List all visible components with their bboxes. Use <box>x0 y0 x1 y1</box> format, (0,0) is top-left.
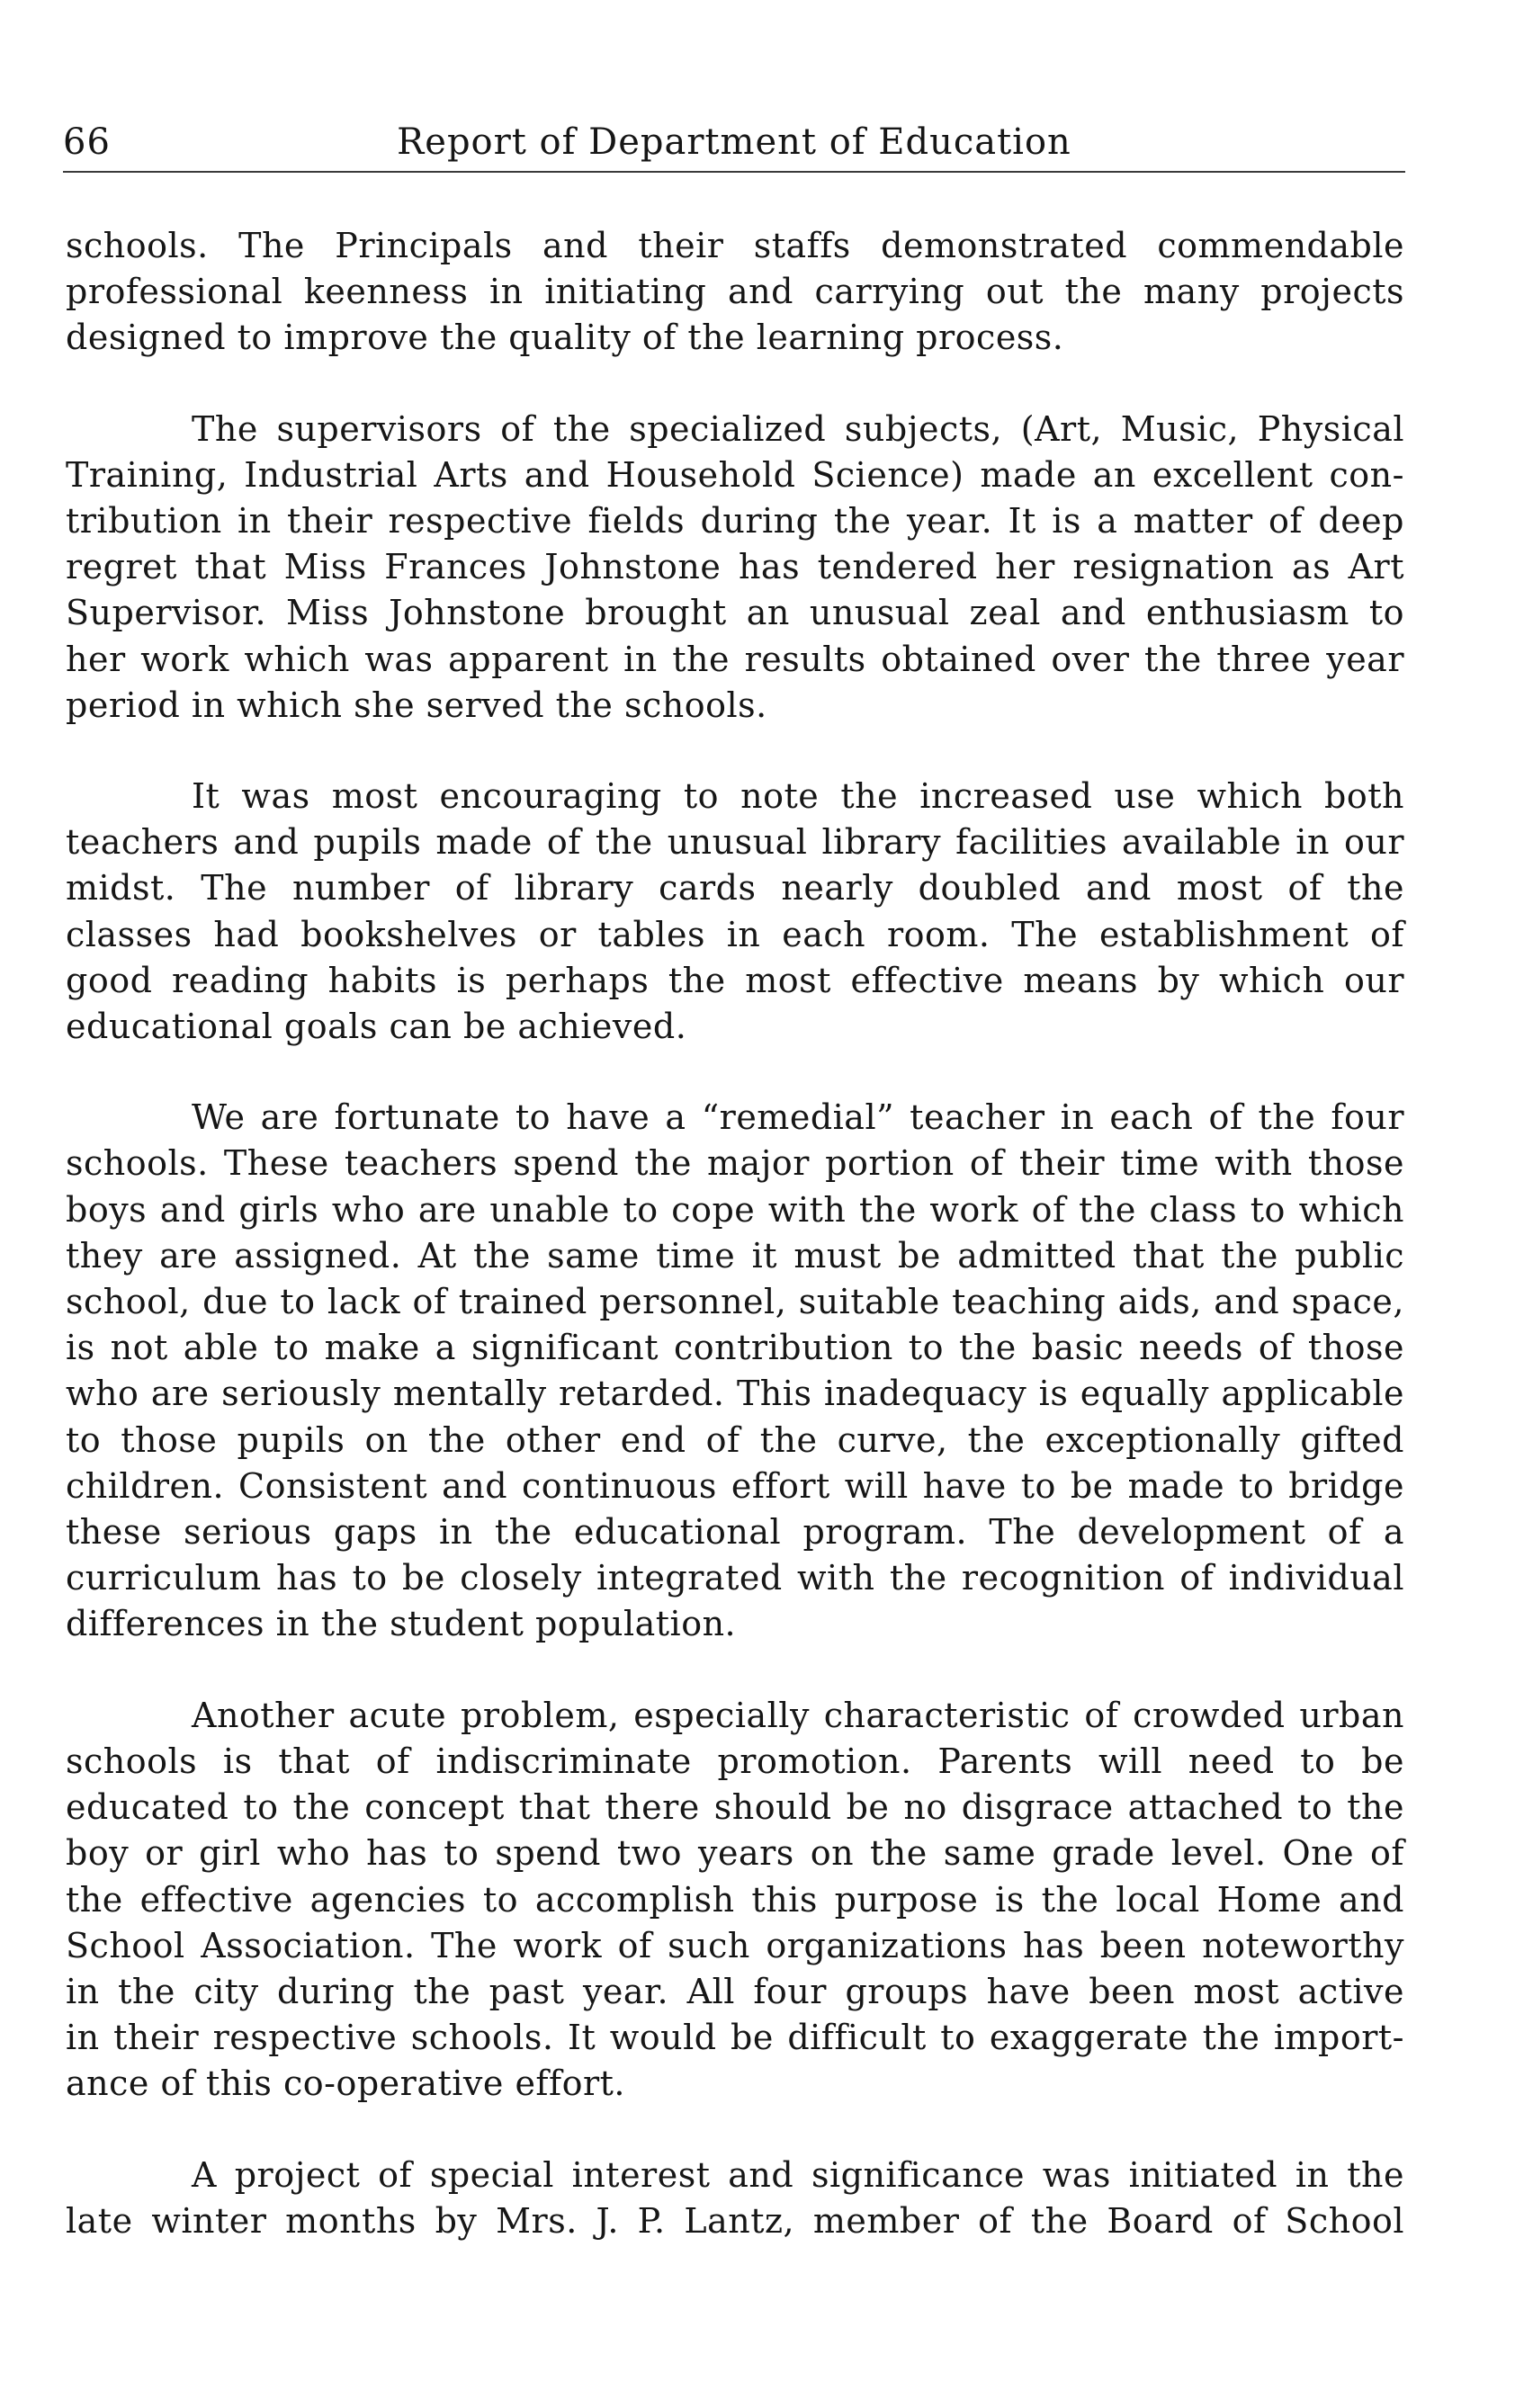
text-line: who are seriously mentally retarded. This inadequacy is equally applicable <box>66 1374 1404 1414</box>
text-line: to those pupils on the other end of the curve, the exceptionally gifted <box>66 1419 1404 1460</box>
text-line: is not able to make a significant contribution to the basic needs of those <box>66 1328 1404 1368</box>
paragraph-3 <box>66 774 1404 1050</box>
text-line: schools is that of indiscriminate promotion. Parents will need to be <box>66 1741 1404 1781</box>
text-line: School Association. The work of such organizations has been noteworthy <box>66 1925 1404 1965</box>
paragraph-6 <box>66 2153 1404 2244</box>
text-line: midst. The number of library cards nearly doubled and most of the <box>66 868 1404 909</box>
text-line: boy or girl who has to spend two years on the same grade level. One of <box>66 1833 1404 1874</box>
text-line: teachers and pupils made of the unusual library facilities available in our <box>66 822 1404 863</box>
text-line: in their respective schools. It would be difficult to exaggerate the import- <box>66 2018 1404 2058</box>
text-line: the effective agencies to accomplish this purpose is the local Home and <box>66 1879 1404 1920</box>
text-line: professional keenness in initiating and carrying out the many projects <box>66 272 1404 312</box>
text-line: educational goals can be achieved. <box>66 1007 687 1047</box>
text-line: tribution in their respective fields during the year. It is a matter of deep <box>66 501 1404 542</box>
text-line: boys and girls who are unable to cope with the work of the class to which <box>66 1189 1404 1230</box>
text-line: in the city during the past year. All four groups have been most active <box>66 1971 1404 2011</box>
text-line: Training, Industrial Arts and Household Science) made an excellent con- <box>66 454 1404 495</box>
text-line: Supervisor. Miss Johnstone brought an unusual zeal and enthusiasm to <box>66 593 1404 633</box>
text-line: late winter months by Mrs. J. P. Lantz, member of the Board of School <box>66 2200 1404 2241</box>
text-line: these serious gaps in the educational program. The development of a <box>66 1512 1404 1553</box>
text-line: curriculum has to be closely integrated with the recognition of individual <box>66 1558 1404 1598</box>
paragraph-5 <box>66 1693 1404 2108</box>
paragraph-1 <box>66 223 1404 362</box>
text-line: educated to the concept that there should be no disgrace attached to the <box>66 1787 1404 1828</box>
text-line: children. Consistent and continuous effort will have to be made to bridge <box>66 1465 1404 1506</box>
paragraph-4 <box>66 1095 1404 1647</box>
text-line: Another acute problem, especially characteristic of crowded urban <box>192 1695 1404 1735</box>
paragraph-2 <box>66 407 1404 729</box>
page-number: 66 <box>63 121 111 163</box>
text-line: period in which she served the schools. <box>66 685 767 725</box>
text-line: school, due to lack of trained personnel, suitable teaching aids, and space, <box>66 1282 1404 1322</box>
text-line: ance of this co-operative effort. <box>66 2063 625 2104</box>
text-line: good reading habits is perhaps the most effective means by which our <box>66 960 1404 1000</box>
text-line: designed to improve the quality of the learning process. <box>66 318 1064 358</box>
text-line: her work which was apparent in the results obtained over the three year <box>66 639 1404 679</box>
text-line: schools. These teachers spend the major portion of their time with those <box>66 1143 1404 1184</box>
text-line: The supervisors of the specialized subjects, (Art, Music, Physical <box>192 408 1404 449</box>
text-line: they are assigned. At the same time it must be admitted that the public <box>66 1235 1404 1276</box>
text-line: A project of special interest and significance was initiated in the <box>192 2154 1404 2195</box>
header-title: Report of Department of Education <box>397 121 1071 163</box>
running-header <box>63 115 1405 173</box>
text-line: schools. The Principals and their staffs demonstrated commendable <box>66 226 1404 265</box>
text-line: We are fortunate to have a “remedial” teacher in each of the four <box>192 1097 1404 1138</box>
text-line: classes had bookshelves or tables in each room. The establishment of <box>66 914 1404 954</box>
body-text <box>66 223 1404 2289</box>
text-line: regret that Miss Frances Johnstone has tendered her resignation as Art <box>66 547 1404 587</box>
text-line: differences in the student population. <box>66 1604 737 1644</box>
text-line: It was most encouraging to note the increased use which both <box>192 776 1404 817</box>
